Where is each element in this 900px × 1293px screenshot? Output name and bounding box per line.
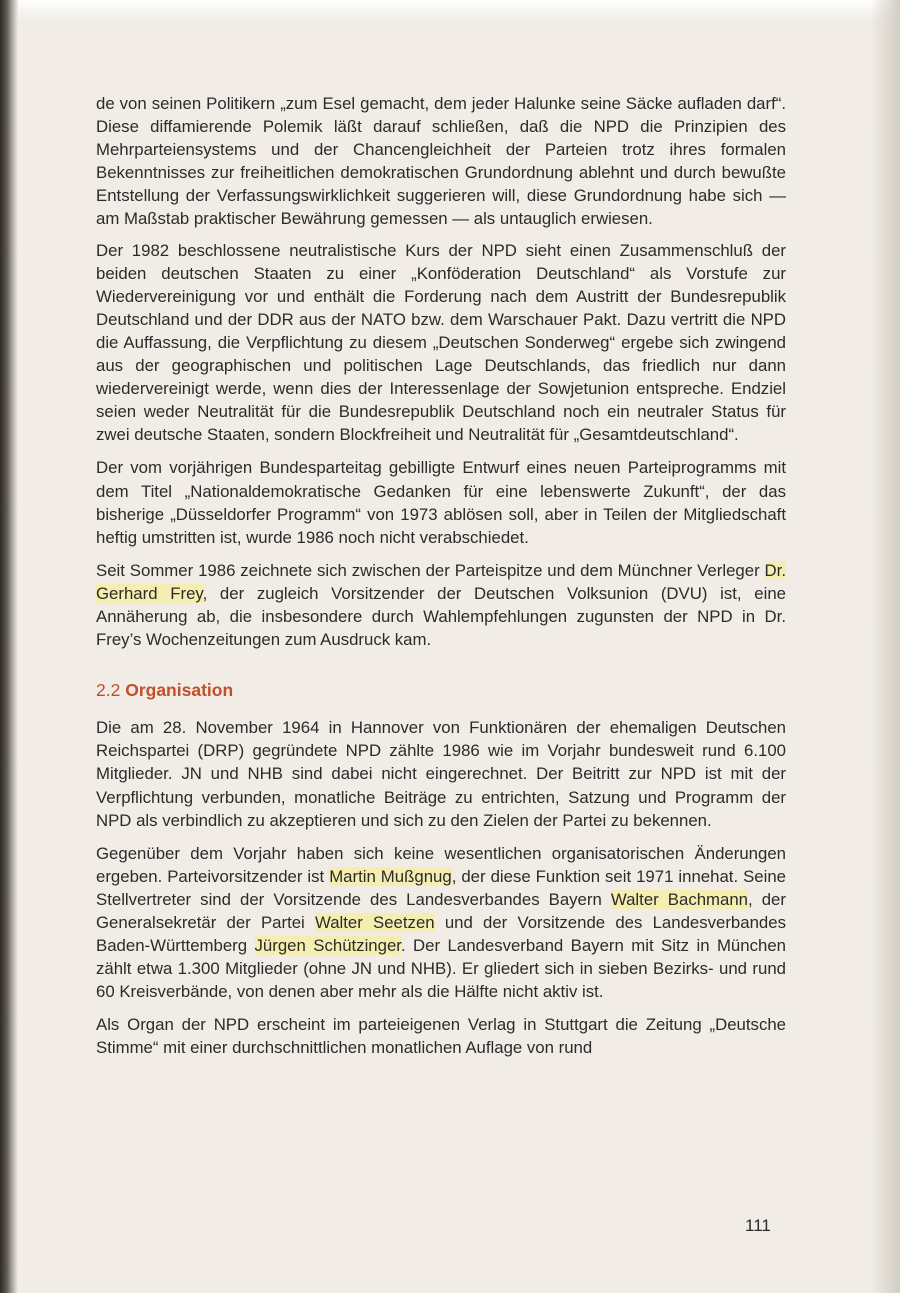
paragraph-6 [96, 842, 786, 1004]
highlighted-name-mussgnug: Martin Mußgnug [329, 866, 452, 886]
paragraph-6-text-a: Gegenüber dem Vorjahr haben sich keine wesentlichen organisatorischen Änderungen ergeben. Parteivorsitzender ist [96, 843, 786, 886]
paragraph-4-text-a: Seit Sommer 1986 zeichnete sich zwischen der Parteispitze und dem Münchner Verleger [96, 560, 765, 580]
page-number: 111 [745, 1216, 771, 1235]
paragraph-2: Der 1982 beschlossene neutralistische Kurs der NPD sieht einen Zusammenschluß der beiden deutschen Staaten zu einer „Konföderation Deutschland“ als Vorstufe zur Wiedervereinigung vor und enthält die Forderung nach dem Austritt der Bundesrepublik Deutschland und der DDR aus der NATO bzw. dem Warschauer Pakt. Dazu vertritt die NPD die Auffassung, die Verpflichtung zu diesem „Deutschen Sonderweg“ ergebe sich zwingend aus der geographischen und politischen Lage Deutschlands, das friedlich nur dann wiedervereinigt werde, wenn dies der Interessenlage der Sowjetunion entspreche. Endziel seien weder Neutralität für die Bundesrepublik Deutschland noch ein neutraler Status für zwei deutsche Staaten, sondern Blockfreiheit und Neutralität für „Gesamtdeutschland“. [96, 240, 786, 445]
paragraph-7: Als Organ der NPD erscheint im parteieigenen Verlag in Stuttgart die Zeitung „Deutsche Stimme“ mit einer durchschnittlichen monatlichen Auflage von rund [96, 1015, 786, 1058]
section-heading [96, 679, 786, 702]
paragraph-4 [96, 559, 786, 651]
section-number: 2.2 [96, 680, 121, 701]
paragraph-6-text-b: , der diese Funktion seit 1971 innehat. Seine Stellvertreter sind der Vorsitzende des Landesverbandes Bayern [96, 866, 786, 909]
highlighted-name-frey: Dr. Gerhard Frey [96, 560, 786, 603]
body-text [96, 92, 786, 1070]
paragraph-4-text-b: , der zugleich Vorsitzender der Deutschen Volksunion (DVU) ist, eine Annäherung ab, die insbesondere durch Wahlempfehlungen zugunsten der NPD in Dr. Frey’s Wochenzeitungen zum Ausdruck kam. [96, 583, 787, 650]
highlighted-name-seetzen: Walter Seetzen [314, 913, 435, 932]
section-title: Organisation [125, 680, 234, 701]
right-edge [870, 0, 900, 1293]
paragraph-6-text-e: . Der Landesverband Bayern mit Sitz in München zählt etwa 1.300 Mitglieder (ohne JN und NHB). Er gliedert sich in sieben Bezirks- und rund 60 Kreisverbände, von denen aber mehr als die Hälfte nicht aktiv ist. [96, 936, 786, 1002]
highlighted-name-bachmann: Walter Bachmann [610, 889, 749, 909]
binding-shadow [0, 0, 18, 1293]
paragraph-1: de von seinen Politikern „zum Esel gemacht, dem jeder Halunke seine Säcke aufladen darf“. Diese diffamierende Polemik läßt darauf schließen, daß die NPD die Prinzipien des Mehrparteiensystems und der Chancengleichheit der Parteien trotz ihres formalen Bekenntnisses zur freiheitlichen demokratischen Grundordnung ablehnt und durch bewußte Entstellung der Verfassungswirklichkeit suggerieren will, diese Grundordnung habe sich — am Maßstab praktischer Bewährung gemessen — als untauglich erwiesen. [96, 94, 786, 229]
highlighted-name-schuetzinger: Jürgen Schützinger [254, 936, 401, 956]
paragraph-6-text-d: und der Vorsitzende des Landesverbandes Baden-Württemberg [96, 913, 786, 956]
paragraph-5: Die am 28. November 1964 in Hannover von Funktionären der ehemaligen Deutschen Reichspartei (DRP) gegründete NPD zählte 1986 wie im Vorjahr bundesweit rund 6.100 Mitglieder. JN und NHB sind dabei nicht eingerechnet. Der Beitritt zur NPD ist mit der Verpflichtung verbunden, monatliche Beiträge zu entrichten, Satzung und Programm der NPD als verbindlich zu akzeptieren und sich zu den Zielen der Partei zu bekennen. [96, 718, 786, 830]
top-edge [18, 0, 900, 20]
paragraph-6-text-c: , der Generalsekretär der Partei [96, 889, 786, 932]
paragraph-3: Der vom vorjährigen Bundesparteitag gebilligte Entwurf eines neuen Parteiprogramms mit dem Titel „Nationaldemokratische Gedanken für eine lebenswerte Zukunft“, der das bisherige „Düsseldorfer Programm“ von 1973 ablösen soll, aber in Teilen der Mitgliedschaft heftig umstritten ist, wurde 1986 noch nicht verabschiedet. [96, 458, 786, 547]
